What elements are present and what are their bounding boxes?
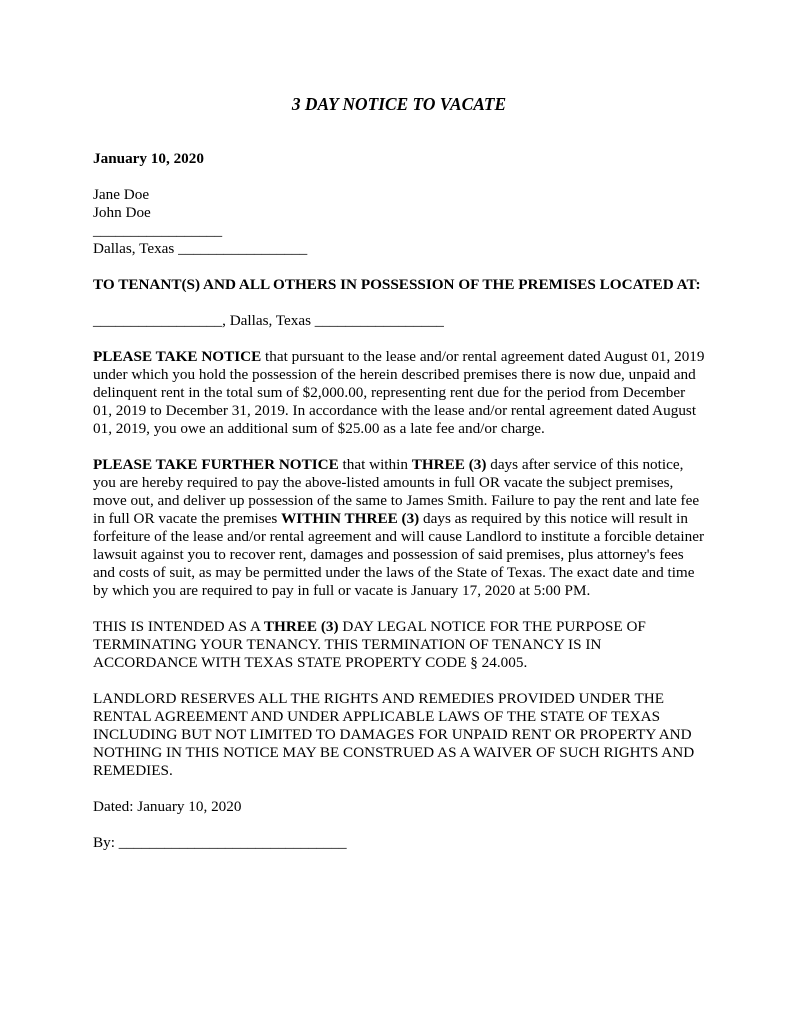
notice-paragraph-4: LANDLORD RESERVES ALL THE RIGHTS AND REMEDIES PROVIDED UNDER THE RENTAL AGREEMENT AND UNDER APPLICABLE LAWS OF THE STATE OF TEXAS INCLUDING BUT NOT LIMITED TO DAMAGES FOR UNPAID RENT OR PROPERTY AND NOTHING IN THIS NOTICE MAY BE CONSTRUED AS A WAIVER OF SUCH RIGHTS AND REMEDIES. <box>93 690 695 779</box>
city-line: Dallas, Texas _________________ <box>93 240 308 257</box>
dated-line: Dated: January 10, 2020 <box>93 798 242 815</box>
tenant-address-block <box>93 186 705 258</box>
para3-text-2: DAY LEGAL NOTICE FOR THE PURPOSE OF TERMINATING YOUR TENANCY. THIS TERMINATION OF TENANCY IS IN ACCORDANCE WITH TEXAS STATE PROPERTY CODE § 24.005. <box>93 618 646 671</box>
para2-bold-1: THREE (3) <box>411 456 487 473</box>
tenant-name-2: John Doe <box>93 204 151 221</box>
signature-line: By: ______________________________ <box>93 834 347 851</box>
para3-text-1: THIS IS INTENDED AS A <box>93 618 264 635</box>
address-blank-line: _________________ <box>93 222 223 239</box>
premises-address: _________________, Dallas, Texas _________________ <box>93 312 444 329</box>
para2-lead: PLEASE TAKE FURTHER NOTICE <box>93 456 339 473</box>
notice-paragraph-1 <box>93 348 705 438</box>
para3-bold-1: THREE (3) <box>263 618 339 635</box>
document-body <box>93 93 705 870</box>
notice-paragraph-3 <box>93 618 705 672</box>
para2-bold-2: WITHIN THREE (3) <box>281 510 420 527</box>
para2-text-2: days after service of this notice, you are hereby required to pay the above-listed amounts in full OR vacate the subject premises, move out, and deliver up possession of the same to James Smith. Failure to pay the rent and late fee in full OR vacate the premises <box>93 456 700 527</box>
para2-text-3: days as required by this notice will result in forfeiture of the lease and/or rental agreement and will cause Landlord to institute a forcible detainer lawsuit against you to recover rent, damages and possession of said premises, plus attorney's fees and costs of suit, as may be permitted under the laws of the State of Texas. The exact date and time by which you are required to pay in full or vacate is January 17, 2020 at 5:00 PM. <box>93 510 705 599</box>
tenant-name-1: Jane Doe <box>93 186 150 203</box>
premises-heading: TO TENANT(S) AND ALL OTHERS IN POSSESSION OF THE PREMISES LOCATED AT: <box>93 276 701 293</box>
para2-text-1: that within <box>338 456 412 473</box>
notice-date: January 10, 2020 <box>93 150 204 167</box>
notice-paragraph-2 <box>93 456 705 600</box>
document-title: 3 DAY NOTICE TO VACATE <box>291 94 507 114</box>
para1-text: that pursuant to the lease and/or rental agreement dated August 01, 2019 under which you hold the possession of the herein described premises there is now due, unpaid and delinquent rent in the total sum of $2,000.00, representing rent due for the period from December 01, 2019 to December 31, 2019. In accordance with the lease and/or rental agreement dated August 01, 2019, you owe an additional sum of $25.00 as a late fee and/or charge. <box>93 348 705 437</box>
para1-lead: PLEASE TAKE NOTICE <box>93 348 262 365</box>
